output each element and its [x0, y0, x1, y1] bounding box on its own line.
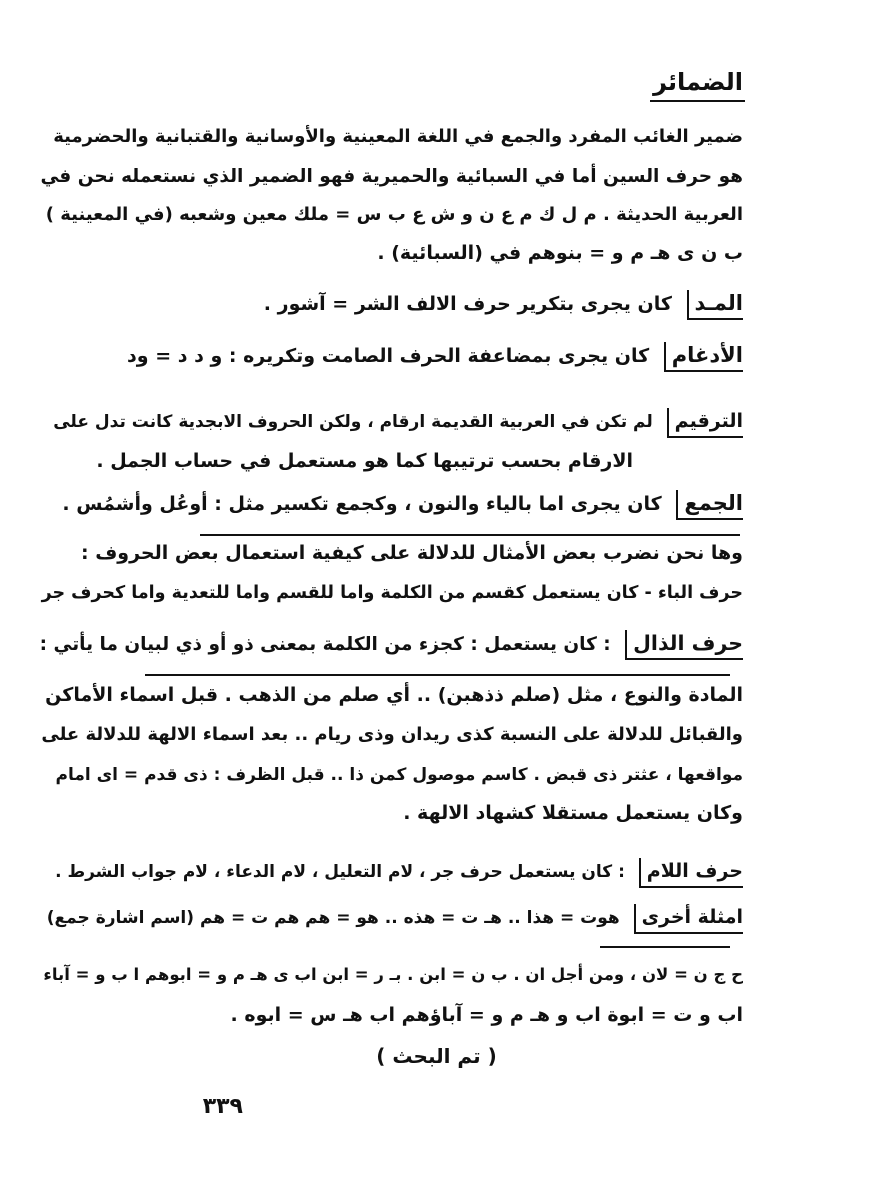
idgham-term: الأدغام	[664, 342, 743, 372]
idgham-entry	[127, 342, 743, 372]
dhal-text: : كان يستعمل : كجزء من الكلمة بمعنى ذو أو ذي لبيان ما يأتي :	[39, 634, 611, 655]
tarqim-entry	[53, 408, 743, 438]
paragraph-line: حرف الباء - كان يستعمل كقسم من الكلمة واما للقسم واما للتعدية واما كحرف جر	[41, 583, 743, 603]
okhra-text: هوت = هذا .. هـ ت = هذه .. هو = هم هم ت = هم (اسم اشارة جمع)	[46, 908, 620, 928]
paragraph-line: ح ج ن = لان ، ومن أجل ان . ب ن = ابن . بـ ر = ابن اب ى هـ م و = ابوهم ا ب و = آباء	[43, 965, 743, 984]
end-note: ( تم البحث )	[376, 1044, 497, 1068]
paragraph-line: اب و ت = ابوة اب و هـ م و = آباؤهم اب هـ س = ابوه .	[230, 1004, 743, 1026]
madd-term: المـد	[687, 290, 743, 320]
jam-entry	[62, 490, 743, 520]
paragraph-line: مواقعها ، عثتر ذى قبض . كاسم موصول كمن ذا .. قبل الظرف : ذى قدم = اى امام	[55, 765, 743, 785]
lam-text: : كان يستعمل حرف جر ، لام التعليل ، لام الدعاء ، لام جواب الشرط .	[55, 862, 625, 882]
divider	[600, 946, 730, 948]
lam-term: حرف اللام	[639, 858, 743, 888]
lam-entry	[55, 858, 743, 888]
page-number: ٣٣٩	[202, 1094, 243, 1119]
madd-text: كان يجرى بتكرير حرف الالف الشر = آشور .	[263, 293, 672, 315]
tarqim-text: لم تكن في العربية القديمة ارقام ، ولكن الحروف الابجدية كانت تدل على	[53, 412, 653, 432]
jam-text: كان يجرى اما بالياء والنون ، وكجمع تكسير مثل : أوعُل وأشمُس .	[62, 493, 662, 515]
okhra-term: امثلة أخرى	[634, 904, 743, 934]
paragraph-line: المادة والنوع ، مثل (صلم ذذهبن) .. أي صلم من الذهب . قبل اسماء الأماكن	[45, 684, 743, 706]
okhra-entry	[47, 904, 743, 934]
divider	[200, 534, 740, 536]
dhal-term: حرف الذال	[625, 630, 743, 660]
idgham-text: كان يجرى بمضاعفة الحرف الصامت وتكريره : و د د = ود	[127, 345, 650, 367]
dhal-entry	[40, 630, 743, 660]
page-title: الضمائر	[653, 68, 743, 96]
paragraph-line: ب ن ى هـ م و = بنوهم في (السبائية) .	[377, 242, 743, 264]
tarqim-term: الترقيم	[667, 408, 743, 438]
paragraph-line: العربية الحديثة . م ل ك م ع ن و ش ع ب س = ملك معين وشعبه (في المعينية )	[45, 204, 743, 225]
divider	[145, 674, 730, 676]
title-underline	[650, 100, 745, 102]
paragraph-line: وكان يستعمل مستقلا كشهاد الالهة .	[403, 802, 743, 824]
jam-term: الجمع	[676, 490, 743, 520]
paragraph-line: هو حرف السين أما في السبائية والحميرية فهو الضمير الذي نستعمله نحن في	[40, 166, 743, 187]
paragraph-line: والقبائل للدلالة على النسبة كذى ريدان وذى ريام .. بعد اسماء الالهة للدلالة على	[41, 724, 743, 745]
madd-entry	[264, 290, 743, 320]
paragraph-line: ضمير الغائب المفرد والجمع في اللغة المعينية والأوسانية والقتبانية والحضرمية	[53, 126, 743, 147]
paragraph-line: وها نحن نضرب بعض الأمثال للدلالة على كيفية استعمال بعض الحروف :	[81, 542, 743, 564]
paragraph-line: الارقام بحسب ترتيبها كما هو مستعمل في حساب الجمل .	[96, 450, 633, 472]
